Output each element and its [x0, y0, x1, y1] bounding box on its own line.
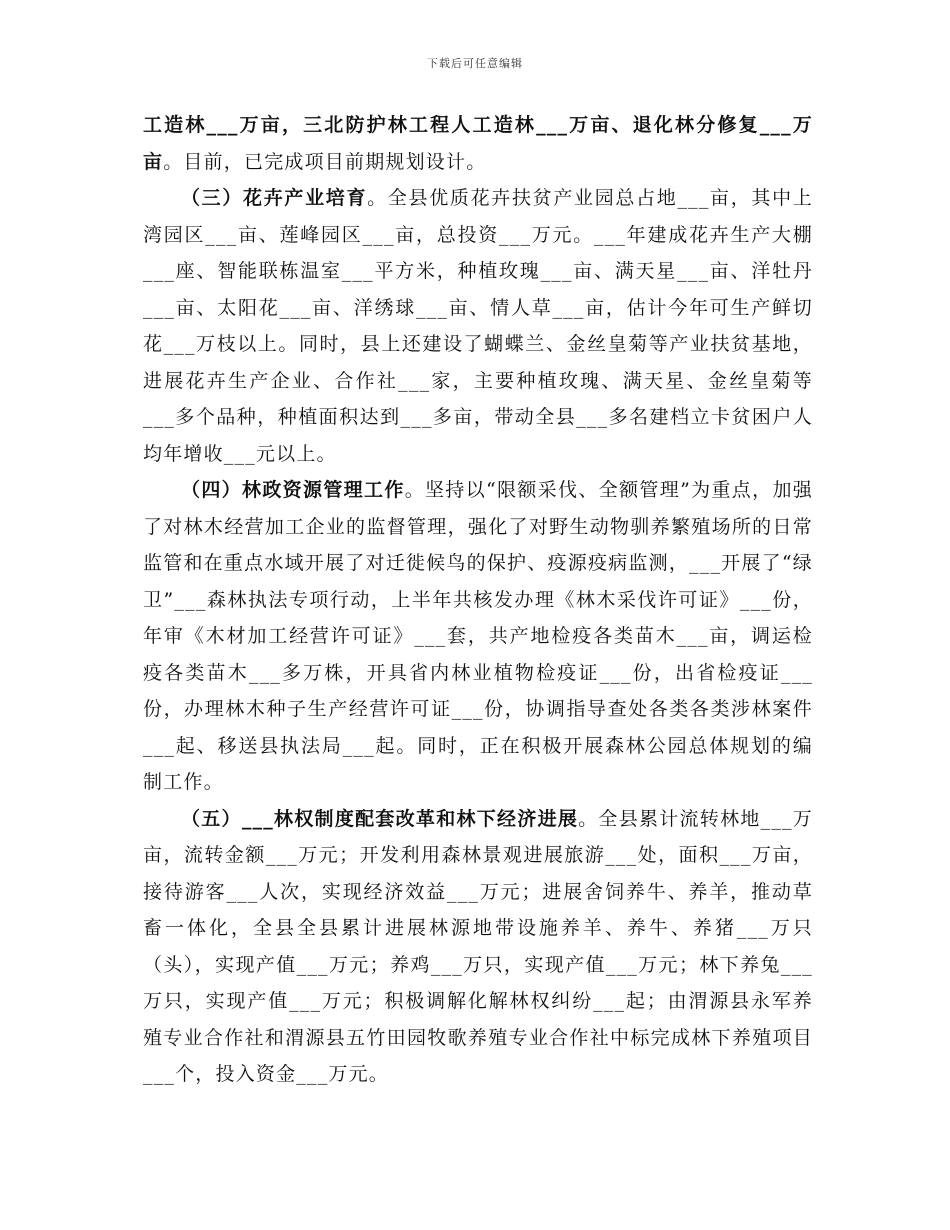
- paragraph-text: 。坚持以“限额采伐、全额管理”为重点，加强了对林木经营加工企业的监督管理，强化了对野生动物驯养繁殖场所的日常监管和在重点水域开展了对迁徙候鸟的保护、疫源疫病监测，___开展了“绿卫”___森林执法专项行动，上半年共核发办理《林木采伐许可证》___份，年审《木材加工经营许可证》___套，共产地检疫各类苗木___亩，调运检疫各类苗木___多万株，开具省内林业植物检疫证___份，出省检疫证___份，办理林木种子生产经营许可证___份，协调指导查处各类各类涉林案件___起、移送县执法局___起。同时，正在积极开展森林公园总体规划的编制工作。: [143, 479, 813, 793]
- paragraph-forest-tenure-reform: [143, 801, 813, 1093]
- paragraph-continuation: [143, 107, 813, 180]
- page-header: 下载后可任意编辑: [427, 57, 523, 70]
- paragraph-text: 。全县优质花卉扶贫产业园总占地___亩，其中上湾园区___亩、莲峰园区___亩，总投资___万元。___年建成花卉生产大棚___座、智能联栋温室___平方米，种植玫瑰___亩、满天星___亩、洋牡丹___亩、太阳花___亩、洋绣球___亩、情人草___亩，估计今年可生产鲜切花___万枝以上。同时，县上还建设了蝴蝶兰、金丝皇菊等产业扶贫基地，进展花卉生产企业、合作社___家，主要种植玫瑰、满天星、金丝皇菊等___多个品种，种植面积达到___多亩，带动全县___多名建档立卡贫困户人均年增收___元以上。: [143, 187, 813, 465]
- paragraph-text: 。目前，已完成项目前期规划设计。: [163, 150, 487, 173]
- bold-lead-text: 工造林___万亩，三北防护林工程人工造林___万亩、退化林分修复___万亩: [143, 114, 813, 173]
- document-body: [143, 107, 813, 1093]
- paragraph-flower-industry: [143, 180, 813, 472]
- paragraph-text: 。全县累计流转林地___万亩，流转金额___万元；开发利用森林景观进展旅游___处，面积___万亩，接待游客___人次，实现经济效益___万元；进展舍饲养牛、养羊，推动草畜一体化，全县全县累计进展林源地带设施养羊、养牛、养猪___万只（头），实现产值___万元；养鸡___万只，实现产值___万元；林下养兔___万只，实现产值___万元；积极调解化解林权纠纷___起；由渭源县永军养殖专业合作社和渭源县五竹田园牧歌养殖专业合作社中标完成林下养殖项目___个，投入资金___万元。: [143, 807, 813, 1085]
- paragraph-forest-resource-management: [143, 472, 813, 801]
- section-heading: （三）花卉产业培育: [181, 187, 368, 209]
- section-heading: （五）___林权制度配套改革和林下经济进展: [181, 807, 579, 830]
- section-heading: （四）林政资源管理工作: [181, 479, 405, 501]
